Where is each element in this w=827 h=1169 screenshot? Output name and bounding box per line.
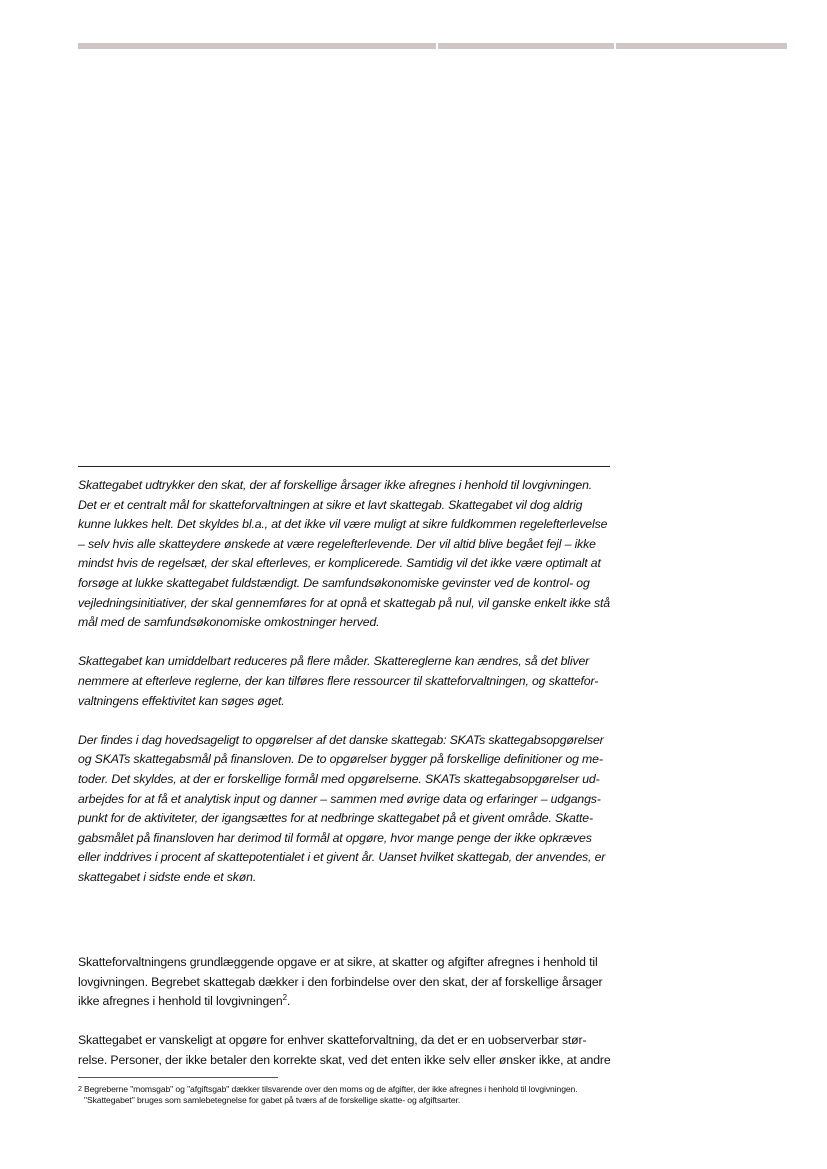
header-bar-divider bbox=[436, 43, 438, 49]
info-box bbox=[78, 476, 612, 907]
body-text bbox=[78, 953, 612, 1090]
box-top-rule bbox=[78, 466, 610, 467]
footnote-text: Begreberne "momsgab" og "afgiftsgab" dækker tilsvarende over den moms og de afgifter, der ikke afregnes i henhold til lovgivningen. "Skattegabet" bruges som samlebetegnelse for gabet på tværs af de forskellige skatte- og afgiftsarter. bbox=[84, 1084, 578, 1105]
footnote bbox=[78, 1084, 612, 1106]
header-bar bbox=[78, 43, 787, 49]
header-bar-divider bbox=[614, 43, 616, 49]
box-paragraph: Der findes i dag hovedsageligt to opgørelser af det danske skattegab: SKATs skattegabsopgørelser og SKATs skattegabsmål på finansloven. De to opgørelser bygger på forskellige definitioner og me-toder. Det skyldes, at der er forskellige formål med opgørelserne. SKATs skattegabsopgørelser ud-arbejdes for at få et analytisk input og danner – sammen med øvrige data og erfaringer – udgangs-punkt for de aktiviteter, der igangsættes for at nedbringe skattegabet på et givent område. Skatte-gabsmålet på finansloven har derimod til formål at opgøre, hvor mange penge der ikke opkræves eller inddrives i procent af skattepotentialet i et givent år. Uanset hvilket skattegab, der anvendes, er skattegabet i sidste ende et skøn. bbox=[78, 732, 606, 884]
box-paragraph: Skattegabet kan umiddelbart reduceres på flere måder. Skattereglerne kan ændres, så det bliver nemmere at efterleve reglerne, der kan tilføres flere ressourcer til skatteforvaltningen, og skattefor-valtningens effektivitet kan søges øget. bbox=[78, 654, 599, 708]
box-paragraph: Skattegabet udtrykker den skat, der af forskellige årsager ikke afregnes i henhold til lovgivningen. Det er et centralt mål for skatteforvaltningen at sikre et lavt skattegab. Skattegabet vil dog aldrig kunne lukkes helt. Det skyldes bl.a., at det ikke vil være muligt at sikre fuldkommen regelefterlevelse – selv hvis alle skatteydere ønskede at være regelefterlevende. Der vil altid blive begået fejl – ikke mindst hvis de regelsæt, der skal efterleves, er komplicerede. Samtidig vil det ikke være optimalt at forsøge at lukke skattegabet fuldstændigt. De samfundsøkonomiske gevinster ved de kontrol- og vejledningsinitiativer, der skal gennemføres for at opnå et skattegab på nul, vil ganske enkelt ikke stå mål med de samfundsøkonomiske omkostninger herved. bbox=[78, 478, 610, 630]
footnote-reference[interactable]: 2 bbox=[282, 993, 287, 1003]
body-paragraph-text: Skatteforvaltningens grundlæggende opgave er at sikre, at skatter og afgifter afregnes i henhold til lovgivningen. Begrebet skattegab dækker i den forbindelse over den skat, der af forskellige årsager ikke afregnes i henhold til lovgivningen bbox=[78, 955, 603, 1009]
footnote-number: 2 bbox=[78, 1086, 82, 1093]
body-paragraph: Skattegabet er vanskeligt at opgøre for enhver skatteforvaltning, da det er en uobserverbar stør-relse. Personer, der ikke betaler den korrekte skat, ved det enten ikke selv eller ønsker ikke, at andre bbox=[78, 1033, 611, 1067]
body-paragraph bbox=[78, 953, 612, 1012]
body-paragraph-end: . bbox=[286, 994, 291, 1009]
footnote-separator bbox=[78, 1077, 278, 1078]
